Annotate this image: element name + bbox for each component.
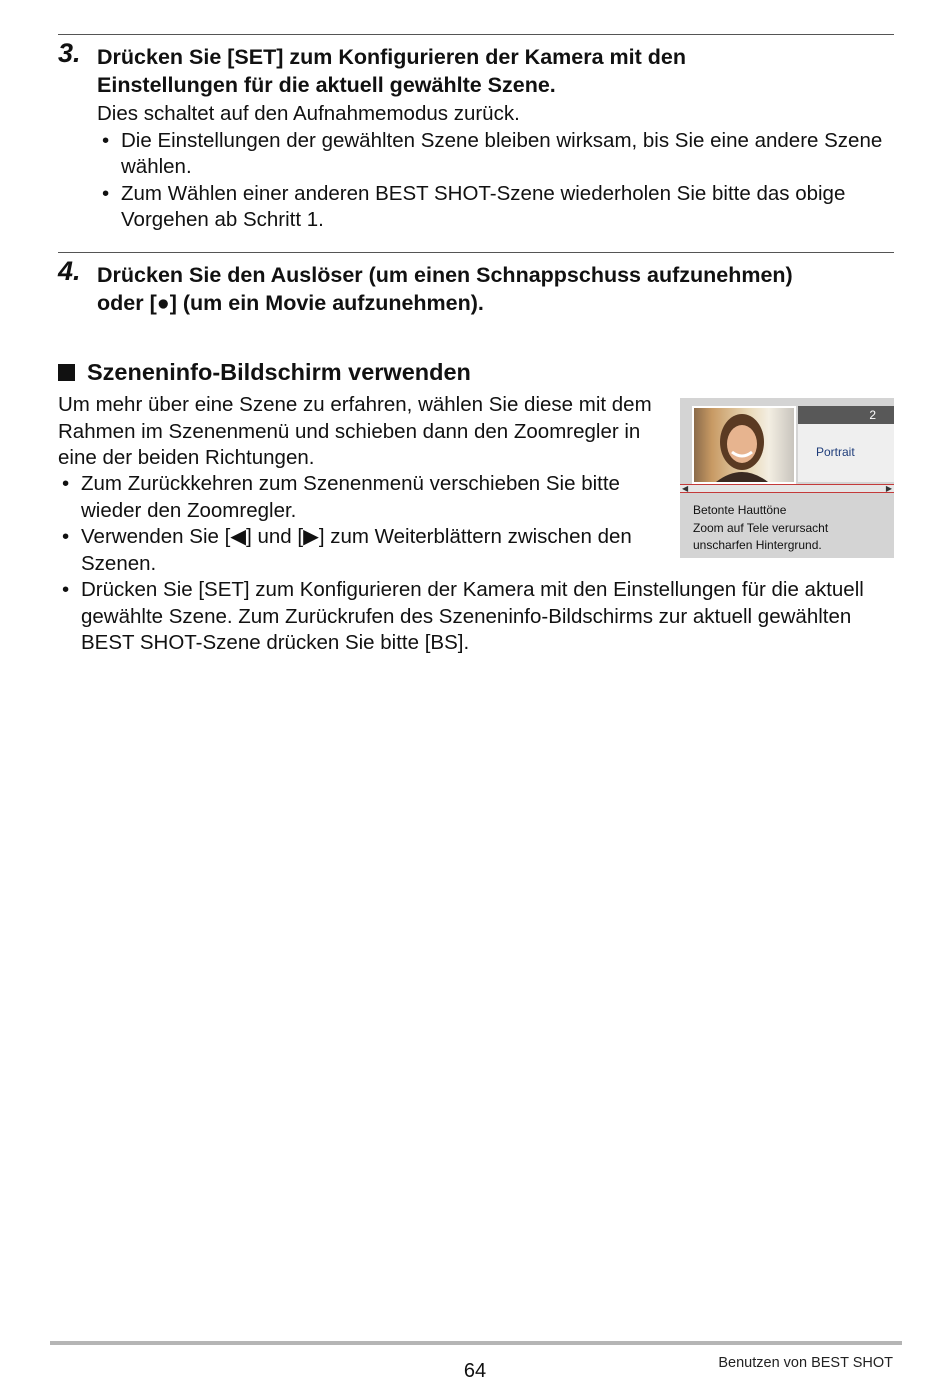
portrait-photo	[692, 406, 796, 484]
record-button-icon: ●	[156, 291, 170, 315]
step-4-heading-line2: oder [●] (um ein Movie aufzunehmen).	[97, 291, 484, 315]
step-4-heading	[97, 261, 887, 317]
scene-number: 2	[798, 406, 894, 424]
section-bullets-wide	[81, 577, 893, 657]
camera-scene-info-screen	[680, 398, 894, 558]
step-3-heading-line2: Einstellungen für die aktuell gewählte Szene.	[97, 73, 556, 97]
step-3-heading-line1: Drücken Sie [SET] zum Konfigurieren der Kamera mit den	[97, 45, 686, 69]
step-4-heading-line1: Drücken Sie den Auslöser (um einen Schnappschuss aufzunehmen)	[97, 263, 793, 287]
section-title: Szeneninfo-Bildschirm verwenden	[87, 359, 471, 385]
step-3-number: 3.	[58, 38, 81, 68]
step-3-heading	[97, 43, 887, 99]
step-3-description: Dies schaltet auf den Aufnahmemodus zurück.	[97, 102, 520, 125]
footer-rule	[50, 1341, 902, 1345]
section-bullet: • Drücken Sie [SET] zum Konfigurieren der Kamera mit den Einstellungen für die aktuell gewählte Szene. Zum Zurückrufen des Szeneninfo-Bildschirms zur aktuell gewählten BEST SHOT-Szene drücken Sie bitte [BS].	[81, 577, 893, 657]
step-3-bullets	[97, 128, 892, 234]
scroll-bar	[680, 484, 894, 493]
step-3-bullet: • Die Einstellungen der gewählten Szene bleiben wirksam, bis Sie eine andere Szene wählen.	[121, 128, 892, 181]
top-rule	[58, 34, 894, 35]
section-intro: Um mehr über eine Szene zu erfahren, wählen Sie diese mit dem Rahmen im Szenenmenü und schieben dann den Zoomregler in eine der beiden Richtungen.	[58, 393, 652, 469]
section-bullets	[81, 471, 659, 577]
section-bullet: • Zum Zurückkehren zum Szenenmenü verschieben Sie bitte wieder den Zoomregler.	[81, 471, 659, 524]
right-arrow-icon: ▶	[303, 525, 319, 548]
portrait-face-illustration	[694, 408, 794, 482]
section-heading	[58, 357, 471, 387]
section-bullet: • Verwenden Sie [◀] und [▶] zum Weiterblättern zwischen den Szenen.	[81, 524, 659, 577]
left-arrow-icon: ◀	[230, 525, 247, 548]
step-3-body	[97, 101, 892, 234]
step-4-number: 4.	[58, 256, 81, 286]
step-4-rule	[58, 252, 894, 253]
bar-left-arrow-icon: ◀	[682, 484, 689, 493]
step-3-bullet: • Zum Wählen einer anderen BEST SHOT-Szene wiederholen Sie bitte das obige Vorgehen ab Schritt 1.	[121, 181, 892, 234]
chapter-title: Benutzen von BEST SHOT	[718, 1355, 893, 1371]
page-number: 64	[463, 1360, 487, 1382]
bar-right-arrow-icon: ▶	[885, 484, 892, 493]
square-bullet-icon	[58, 364, 75, 381]
scene-info-text: Betonte Hauttöne Zoom auf Tele verursacht unscharfen Hintergrund.	[693, 503, 829, 552]
scene-mode-label: Portrait	[816, 445, 855, 459]
